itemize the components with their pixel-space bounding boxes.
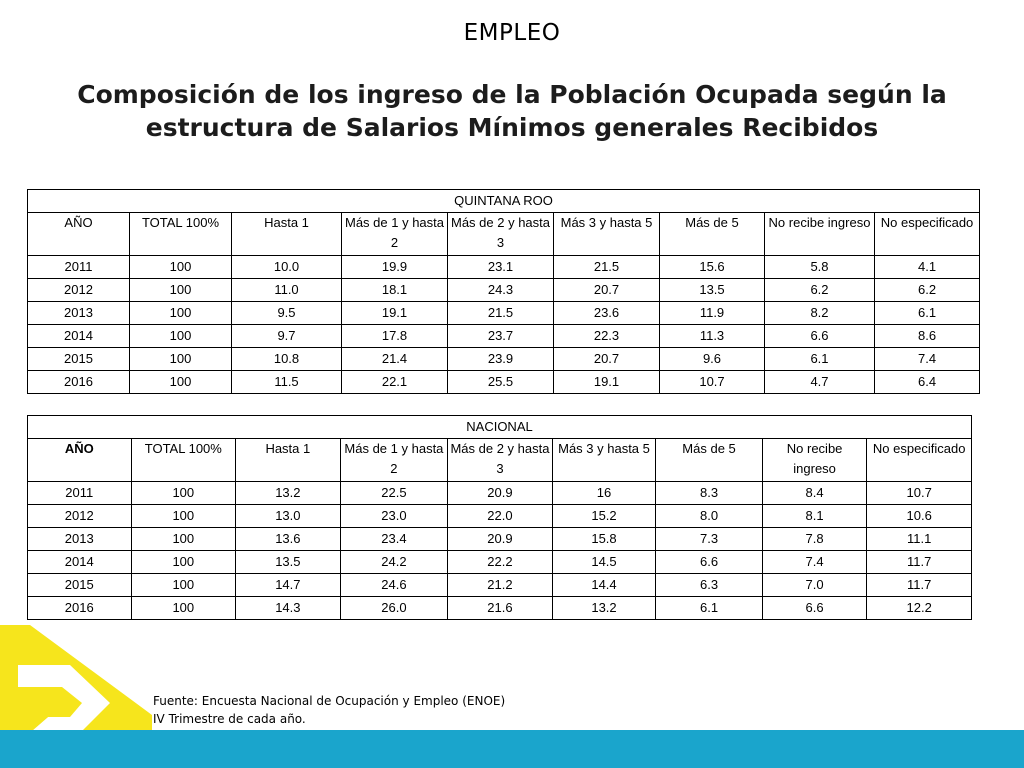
- value-cell: 14.4: [552, 574, 656, 597]
- value-cell: 10.7: [660, 371, 765, 394]
- value-cell: 100: [131, 482, 236, 505]
- value-cell: 100: [130, 371, 232, 394]
- column-header: No recibe ingreso: [762, 439, 867, 482]
- value-cell: 11.0: [232, 279, 342, 302]
- year-cell: 2015: [28, 574, 132, 597]
- value-cell: 21.2: [448, 574, 553, 597]
- table-row: [28, 325, 980, 348]
- column-header: AÑO: [28, 213, 130, 256]
- value-cell: 22.5: [340, 482, 448, 505]
- value-cell: 20.7: [554, 279, 660, 302]
- value-cell: 100: [131, 505, 236, 528]
- value-cell: 23.6: [554, 302, 660, 325]
- source-note: [153, 692, 505, 728]
- table-row: [28, 574, 972, 597]
- value-cell: 13.2: [552, 597, 656, 620]
- value-cell: 8.1: [762, 505, 867, 528]
- value-cell: 6.1: [765, 348, 875, 371]
- value-cell: 100: [130, 325, 232, 348]
- value-cell: 6.6: [762, 597, 867, 620]
- value-cell: 11.3: [660, 325, 765, 348]
- value-cell: 20.9: [448, 528, 553, 551]
- value-cell: 10.6: [867, 505, 972, 528]
- value-cell: 25.5: [448, 371, 554, 394]
- table-row: [28, 371, 980, 394]
- column-header: Más de 1 y hasta 2: [340, 439, 448, 482]
- value-cell: 15.2: [552, 505, 656, 528]
- value-cell: 6.4: [875, 371, 980, 394]
- value-cell: 12.2: [867, 597, 972, 620]
- value-cell: 100: [131, 551, 236, 574]
- value-cell: 6.6: [765, 325, 875, 348]
- column-header: Más de 5: [656, 439, 763, 482]
- value-cell: 8.0: [656, 505, 763, 528]
- value-cell: 6.2: [765, 279, 875, 302]
- value-cell: 22.3: [554, 325, 660, 348]
- value-cell: 100: [130, 302, 232, 325]
- value-cell: 8.3: [656, 482, 763, 505]
- table-row: [28, 279, 980, 302]
- value-cell: 11.5: [232, 371, 342, 394]
- value-cell: 24.2: [340, 551, 448, 574]
- value-cell: 19.9: [342, 256, 448, 279]
- value-cell: 11.7: [867, 551, 972, 574]
- value-cell: 17.8: [342, 325, 448, 348]
- value-cell: 100: [131, 574, 236, 597]
- value-cell: 21.4: [342, 348, 448, 371]
- section-label: EMPLEO: [463, 20, 561, 46]
- value-cell: 7.3: [656, 528, 763, 551]
- value-cell: 15.8: [552, 528, 656, 551]
- year-cell: 2011: [28, 256, 130, 279]
- value-cell: 6.1: [875, 302, 980, 325]
- value-cell: 20.7: [554, 348, 660, 371]
- value-cell: 10.0: [232, 256, 342, 279]
- column-header: Más 3 y hasta 5: [552, 439, 656, 482]
- value-cell: 19.1: [342, 302, 448, 325]
- value-cell: 100: [131, 528, 236, 551]
- table-row: [28, 482, 972, 505]
- column-header: TOTAL 100%: [131, 439, 236, 482]
- value-cell: 9.6: [660, 348, 765, 371]
- value-cell: 21.5: [448, 302, 554, 325]
- value-cell: 4.7: [765, 371, 875, 394]
- value-cell: 23.9: [448, 348, 554, 371]
- value-cell: 7.4: [762, 551, 867, 574]
- year-cell: 2011: [28, 482, 132, 505]
- value-cell: 6.1: [656, 597, 763, 620]
- value-cell: 8.2: [765, 302, 875, 325]
- column-header: Hasta 1: [232, 213, 342, 256]
- year-cell: 2012: [28, 505, 132, 528]
- column-header: TOTAL 100%: [130, 213, 232, 256]
- column-header: No recibe ingreso: [765, 213, 875, 256]
- value-cell: 6.6: [656, 551, 763, 574]
- column-header: Más 3 y hasta 5: [554, 213, 660, 256]
- value-cell: 8.4: [762, 482, 867, 505]
- year-cell: 2012: [28, 279, 130, 302]
- column-header: No especificado: [867, 439, 972, 482]
- value-cell: 10.7: [867, 482, 972, 505]
- value-cell: 21.6: [448, 597, 553, 620]
- column-header: Hasta 1: [236, 439, 341, 482]
- value-cell: 13.0: [236, 505, 341, 528]
- column-header: No especificado: [875, 213, 980, 256]
- table-row: [28, 597, 972, 620]
- value-cell: 24.3: [448, 279, 554, 302]
- year-cell: 2013: [28, 528, 132, 551]
- year-cell: 2014: [28, 551, 132, 574]
- value-cell: 7.8: [762, 528, 867, 551]
- value-cell: 23.0: [340, 505, 448, 528]
- column-header: Más de 2 y hasta 3: [448, 439, 553, 482]
- value-cell: 23.7: [448, 325, 554, 348]
- table-row: [28, 256, 980, 279]
- value-cell: 9.5: [232, 302, 342, 325]
- value-cell: 11.7: [867, 574, 972, 597]
- value-cell: 19.1: [554, 371, 660, 394]
- table-row: [28, 551, 972, 574]
- column-header: Más de 1 y hasta 2: [342, 213, 448, 256]
- value-cell: 15.6: [660, 256, 765, 279]
- value-cell: 13.2: [236, 482, 341, 505]
- value-cell: 100: [130, 279, 232, 302]
- value-cell: 6.2: [875, 279, 980, 302]
- year-cell: 2016: [28, 597, 132, 620]
- title-line-2: estructura de Salarios Mínimos generales Recibidos: [145, 113, 879, 142]
- value-cell: 5.8: [765, 256, 875, 279]
- value-cell: 10.8: [232, 348, 342, 371]
- value-cell: 13.5: [236, 551, 341, 574]
- value-cell: 100: [130, 348, 232, 371]
- value-cell: 18.1: [342, 279, 448, 302]
- value-cell: 14.3: [236, 597, 341, 620]
- nacional-table: [27, 415, 972, 620]
- value-cell: 6.3: [656, 574, 763, 597]
- value-cell: 100: [131, 597, 236, 620]
- quintana-roo-table: [27, 189, 980, 394]
- value-cell: 22.1: [342, 371, 448, 394]
- value-cell: 21.5: [554, 256, 660, 279]
- value-cell: 9.7: [232, 325, 342, 348]
- column-header-row: [28, 439, 972, 482]
- value-cell: 14.7: [236, 574, 341, 597]
- table-row: [28, 348, 980, 371]
- value-cell: 13.5: [660, 279, 765, 302]
- table-row: [28, 302, 980, 325]
- value-cell: 13.6: [236, 528, 341, 551]
- table-row: [28, 505, 972, 528]
- value-cell: 8.6: [875, 325, 980, 348]
- column-header: AÑO: [28, 439, 132, 482]
- value-cell: 7.0: [762, 574, 867, 597]
- value-cell: 26.0: [340, 597, 448, 620]
- value-cell: 23.1: [448, 256, 554, 279]
- value-cell: 22.2: [448, 551, 553, 574]
- value-cell: 22.0: [448, 505, 553, 528]
- value-cell: 4.1: [875, 256, 980, 279]
- value-cell: 100: [130, 256, 232, 279]
- value-cell: 16: [552, 482, 656, 505]
- quintana-roo-title: QUINTANA ROO: [28, 190, 980, 213]
- year-cell: 2014: [28, 325, 130, 348]
- column-header-row: [28, 213, 980, 256]
- source-line-2: IV Trimestre de cada año.: [153, 712, 306, 726]
- year-cell: 2016: [28, 371, 130, 394]
- bottom-accent-bar: [0, 730, 1024, 768]
- value-cell: 7.4: [875, 348, 980, 371]
- value-cell: 14.5: [552, 551, 656, 574]
- page-title: [40, 78, 984, 144]
- source-line-1: Fuente: Encuesta Nacional de Ocupación y Empleo (ENOE): [153, 694, 506, 708]
- nacional-title: NACIONAL: [28, 416, 972, 439]
- table-row: [28, 528, 972, 551]
- value-cell: 11.1: [867, 528, 972, 551]
- value-cell: 20.9: [448, 482, 553, 505]
- title-line-1: Composición de los ingreso de la Población Ocupada según la: [77, 80, 947, 109]
- value-cell: 11.9: [660, 302, 765, 325]
- year-cell: 2015: [28, 348, 130, 371]
- value-cell: 23.4: [340, 528, 448, 551]
- column-header: Más de 2 y hasta 3: [448, 213, 554, 256]
- column-header: Más de 5: [660, 213, 765, 256]
- year-cell: 2013: [28, 302, 130, 325]
- value-cell: 24.6: [340, 574, 448, 597]
